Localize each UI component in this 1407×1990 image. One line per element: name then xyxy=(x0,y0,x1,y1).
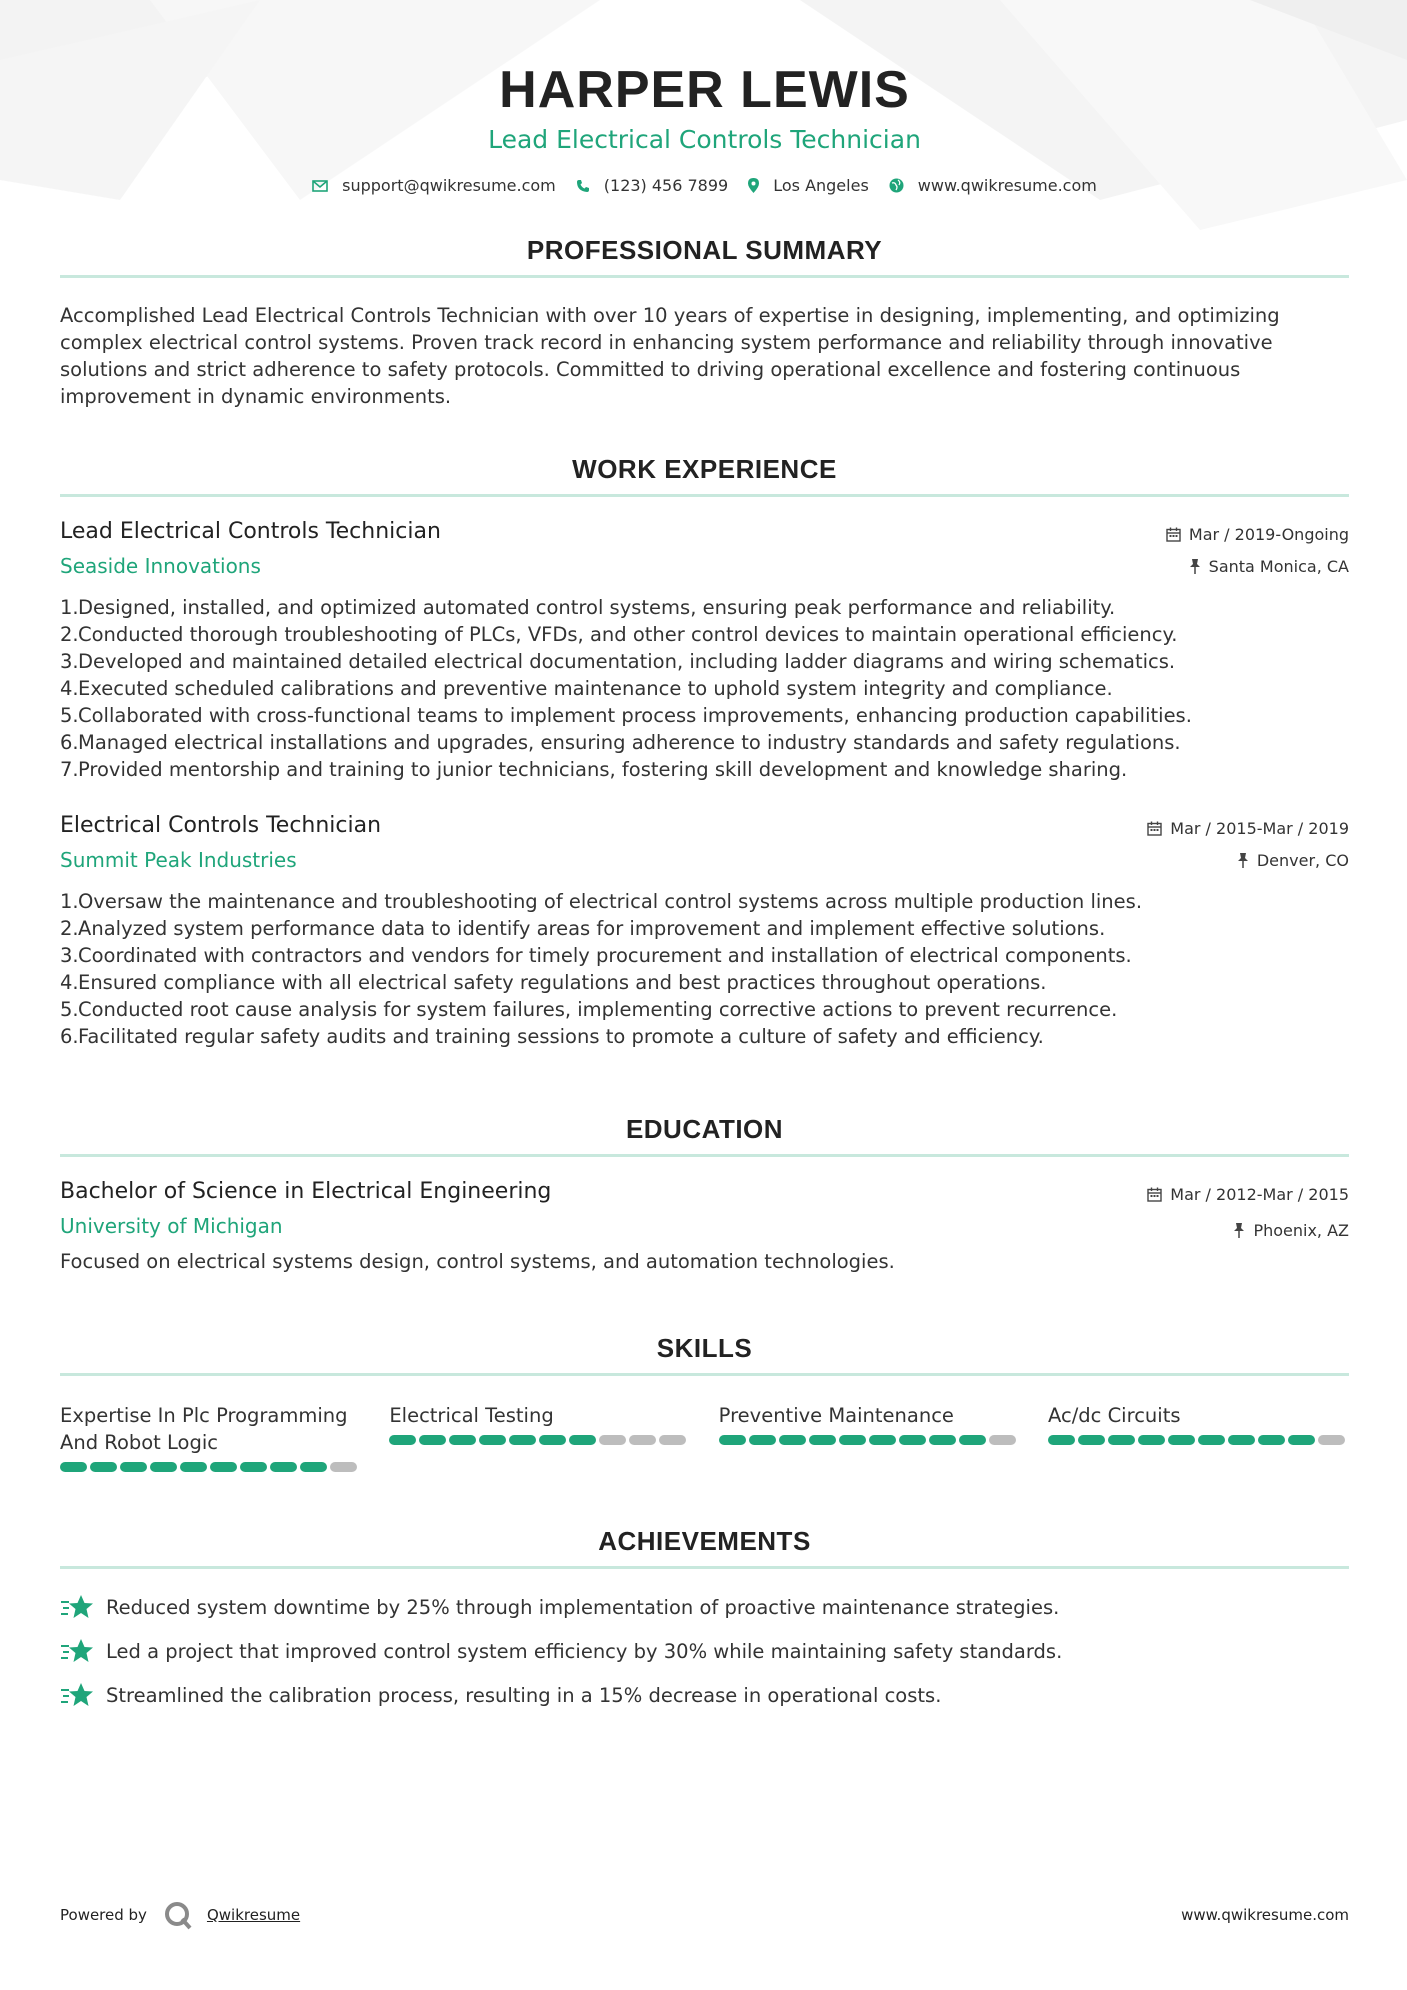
achievement-text: Reduced system downtime by 25% through implementation of proactive maintenance strategies. xyxy=(106,1595,1060,1619)
skill-name: Expertise In Plc Programming And Robot Logic xyxy=(60,1404,348,1454)
resume-page xyxy=(60,0,1349,1924)
candidate-title: Lead Electrical Controls Technician xyxy=(488,125,921,154)
skill-level-segment xyxy=(1258,1435,1285,1445)
skill-level-bar xyxy=(389,1435,690,1445)
calendar-icon xyxy=(1147,821,1162,836)
job-duties-list xyxy=(60,888,1349,1050)
job-company: Seaside Innovations xyxy=(60,554,261,578)
skill-level-segment xyxy=(509,1435,536,1445)
skill-level-segment xyxy=(749,1435,776,1445)
website-text: www.qwikresume.com xyxy=(917,176,1097,195)
phone-text: (123) 456 7899 xyxy=(603,176,729,195)
job-title: Electrical Controls Technician xyxy=(60,813,382,838)
section-divider xyxy=(60,275,1349,278)
section-divider xyxy=(60,1566,1349,1569)
education-section xyxy=(60,1114,1349,1275)
skill-level-segment xyxy=(959,1435,986,1445)
skill-level-segment xyxy=(659,1435,686,1445)
footer-website[interactable]: www.qwikresume.com xyxy=(1181,1906,1349,1924)
job-dates xyxy=(1166,525,1349,544)
job-location xyxy=(1237,851,1349,870)
skill-level-segment xyxy=(1228,1435,1255,1445)
list-item: 6. Facilitated regular safety audits and training sessions to promote a culture of safety and efficiency. xyxy=(60,1025,1044,1048)
education-dates xyxy=(1147,1185,1349,1204)
skill-level-segment xyxy=(90,1462,117,1472)
skill-name: Ac/dc Circuits xyxy=(1047,1404,1181,1427)
skill-level-segment xyxy=(389,1435,416,1445)
envelope-icon xyxy=(312,180,328,192)
skill-level-segment xyxy=(809,1435,836,1445)
pushpin-icon xyxy=(1233,1223,1245,1238)
list-item: 1. Oversaw the maintenance and troubleshooting of electrical control systems across multiple production lines. xyxy=(60,890,1143,913)
achievements-heading: ACHIEVEMENTS xyxy=(598,1526,811,1556)
list-item: 4. Ensured compliance with all electrical safety regulations and best practices throughout operations. xyxy=(60,971,1047,994)
education-description: Focused on electrical systems design, control systems, and automation technologies. xyxy=(60,1250,895,1273)
list-item: 2. Analyzed system performance data to identify areas for improvement and implement effective solutions. xyxy=(60,917,1106,940)
skill-level-segment xyxy=(1048,1435,1075,1445)
skill-level-bar xyxy=(1048,1435,1349,1445)
star-icon xyxy=(60,1593,94,1621)
page-footer xyxy=(60,1900,1349,1930)
skills-heading: SKILLS xyxy=(656,1333,753,1363)
skill-level-segment xyxy=(1078,1435,1105,1445)
list-item: 7. Provided mentorship and training to junior technicians, fostering skill development and knowledge sharing. xyxy=(60,758,1128,781)
skill-item xyxy=(60,1402,361,1472)
skill-level-segment xyxy=(330,1462,357,1472)
contact-location xyxy=(748,176,869,195)
skill-name: Electrical Testing xyxy=(389,1404,554,1427)
skill-level-segment xyxy=(1198,1435,1225,1445)
education-dates-text: Mar / 2012-Mar / 2015 xyxy=(1170,1185,1349,1204)
list-item: 1. Designed, installed, and optimized automated control systems, ensuring peak performance and reliability. xyxy=(60,596,1116,619)
list-item: 2. Conducted thorough troubleshooting of PLCs, VFDs, and other control devices to maintain operational efficiency. xyxy=(60,623,1178,646)
job-location-text: Santa Monica, CA xyxy=(1208,557,1349,576)
experience-heading: WORK EXPERIENCE xyxy=(572,454,837,484)
skill-level-segment xyxy=(629,1435,656,1445)
achievements-section xyxy=(60,1526,1349,1717)
job-location-text: Denver, CO xyxy=(1256,851,1349,870)
skills-grid xyxy=(60,1402,1349,1472)
skill-level-segment xyxy=(1138,1435,1165,1445)
skill-level-segment xyxy=(1108,1435,1135,1445)
contact-phone[interactable] xyxy=(576,176,728,195)
achievement-item xyxy=(60,1673,1349,1717)
job-entry xyxy=(60,813,1349,1050)
skill-level-segment xyxy=(539,1435,566,1445)
list-item: 4. Executed scheduled calibrations and preventive maintenance to uphold system integrity and compliance. xyxy=(60,677,1113,700)
achievement-item xyxy=(60,1629,1349,1673)
skill-level-segment xyxy=(1318,1435,1345,1445)
degree-title: Bachelor of Science in Electrical Engineering xyxy=(60,1179,552,1204)
job-title: Lead Electrical Controls Technician xyxy=(60,519,441,544)
pushpin-icon xyxy=(1189,559,1201,574)
skill-item xyxy=(719,1402,1020,1472)
skill-level-segment xyxy=(869,1435,896,1445)
achievement-item xyxy=(60,1585,1349,1629)
summary-heading: PROFESSIONAL SUMMARY xyxy=(526,235,883,265)
phone-icon xyxy=(576,179,590,193)
skill-level-segment xyxy=(899,1435,926,1445)
skill-level-segment xyxy=(569,1435,596,1445)
skill-level-segment xyxy=(779,1435,806,1445)
education-location-text: Phoenix, AZ xyxy=(1253,1221,1349,1240)
powered-by xyxy=(60,1900,300,1930)
qwikresume-logo-icon xyxy=(163,1900,193,1930)
email-text: support@qwikresume.com xyxy=(342,176,556,195)
job-dates-text: Mar / 2015-Mar / 2019 xyxy=(1170,819,1349,838)
job-duties-list xyxy=(60,594,1349,783)
skill-level-segment xyxy=(1288,1435,1315,1445)
skill-level-segment xyxy=(270,1462,297,1472)
achievement-text: Led a project that improved control system efficiency by 30% while maintaining safety standards. xyxy=(106,1639,1063,1663)
skill-level-segment xyxy=(210,1462,237,1472)
skill-level-segment xyxy=(719,1435,746,1445)
star-icon xyxy=(60,1637,94,1665)
skill-level-segment xyxy=(60,1462,87,1472)
job-entry xyxy=(60,519,1349,783)
skill-name: Preventive Maintenance xyxy=(718,1404,954,1427)
contact-website[interactable] xyxy=(889,176,1097,195)
job-dates-text: Mar / 2019-Ongoing xyxy=(1188,525,1349,544)
brand-link[interactable]: Qwikresume xyxy=(206,1906,301,1924)
skill-level-bar xyxy=(719,1435,1020,1445)
skill-level-segment xyxy=(180,1462,207,1472)
skill-level-segment xyxy=(300,1462,327,1472)
skill-item xyxy=(389,1402,690,1472)
skill-level-segment xyxy=(839,1435,866,1445)
skill-level-segment xyxy=(989,1435,1016,1445)
skill-level-segment xyxy=(240,1462,267,1472)
location-text: Los Angeles xyxy=(773,176,869,195)
skill-level-segment xyxy=(1168,1435,1195,1445)
calendar-icon xyxy=(1166,527,1181,542)
skill-level-segment xyxy=(449,1435,476,1445)
list-item: 5. Collaborated with cross-functional teams to implement process improvements, enhancing production capabilities. xyxy=(60,704,1192,727)
skill-level-segment xyxy=(479,1435,506,1445)
calendar-icon xyxy=(1147,1187,1162,1202)
list-item: 3. Coordinated with contractors and vendors for timely procurement and installation of electrical components. xyxy=(60,944,1132,967)
list-item: 5. Conducted root cause analysis for system failures, implementing corrective actions to prevent recurrence. xyxy=(60,998,1118,1021)
skill-level-segment xyxy=(599,1435,626,1445)
skills-section xyxy=(60,1333,1349,1472)
skill-level-segment xyxy=(120,1462,147,1472)
job-company: Summit Peak Industries xyxy=(60,848,297,872)
list-item: 3. Developed and maintained detailed electrical documentation, including ladder diagrams and wiring schematics. xyxy=(60,650,1176,673)
list-item: 6. Managed electrical installations and upgrades, ensuring adherence to industry standards and safety regulations. xyxy=(60,731,1181,754)
education-entry xyxy=(60,1179,1349,1275)
experience-section xyxy=(60,454,1349,1050)
skill-level-segment xyxy=(419,1435,446,1445)
pushpin-icon xyxy=(1237,853,1249,868)
achievement-text: Streamlined the calibration process, resulting in a 15% decrease in operational costs. xyxy=(106,1683,942,1707)
job-dates xyxy=(1147,819,1349,838)
job-location xyxy=(1189,557,1349,576)
skill-item xyxy=(1048,1402,1349,1472)
section-divider xyxy=(60,1373,1349,1376)
resume-header xyxy=(60,0,1349,195)
map-pin-icon xyxy=(748,178,759,193)
powered-by-label: Powered by xyxy=(60,1906,147,1924)
school-name: University of Michigan xyxy=(60,1214,283,1238)
contact-email[interactable] xyxy=(312,176,556,195)
education-location xyxy=(1233,1221,1349,1240)
section-divider xyxy=(60,1154,1349,1157)
summary-section xyxy=(60,235,1349,410)
skill-level-segment xyxy=(150,1462,177,1472)
education-heading: EDUCATION xyxy=(625,1114,784,1144)
skill-level-segment xyxy=(929,1435,956,1445)
star-icon xyxy=(60,1681,94,1709)
globe-icon xyxy=(889,178,904,193)
achievements-list xyxy=(60,1585,1349,1717)
summary-text: Accomplished Lead Electrical Controls Technician with over 10 years of expertise in designing, implementing, and optimizing complex electrical control systems. Proven track record in enhancing system performance and reliability through innovative solutions and strict adherence to safety protocols. Committed to driving operational excellence and fostering continuous improvement in dynamic environments. xyxy=(60,304,1280,408)
contact-row xyxy=(60,176,1349,195)
candidate-name: HARPER LEWIS xyxy=(499,61,910,119)
section-divider xyxy=(60,494,1349,497)
skill-level-bar xyxy=(60,1462,361,1472)
